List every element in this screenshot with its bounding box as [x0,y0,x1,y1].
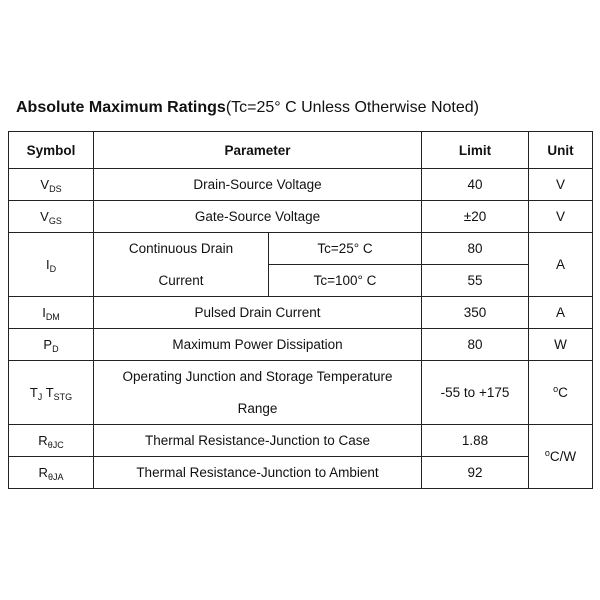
parameter-cell: Pulsed Drain Current [94,297,422,329]
symbol-cell: $P_D$ [9,329,94,361]
header-limit: Limit [422,132,529,169]
limit-cell: 92 [422,457,529,489]
unit-cell: V [529,201,593,233]
limit-cell: 40 [422,169,529,201]
table-title [16,97,479,119]
limit-cell: ±20 [422,201,529,233]
header-unit: Unit [529,132,593,169]
parameter-cell: Thermal Resistance-Junction to Case [94,425,422,457]
title-main: Absolute Maximum Ratings [16,99,226,116]
symbol-cell: $I_D$ [9,233,94,297]
parameter-cell-line1: Operating Junction and Storage Temperature [94,361,422,393]
unit-cell: $^o$C [529,361,593,425]
table-row [9,329,593,361]
symbol-cell: $R_{\theta JC}$ [9,425,94,457]
symbol-cell: $R_{\theta JA}$ [9,457,94,489]
parameter-cell: Drain-Source Voltage [94,169,422,201]
table-row [9,233,593,265]
table-row [9,297,593,329]
table-row [9,457,593,489]
table-row [9,265,593,297]
unit-cell: W [529,329,593,361]
parameter-cell: Maximum Power Dissipation [94,329,422,361]
parameter-cell: Thermal Resistance-Junction to Ambient [94,457,422,489]
limit-cell: 350 [422,297,529,329]
limit-cell: -55 to +175 [422,361,529,425]
symbol-cell: $T_J$ $T_{STG}$ [9,361,94,425]
limit-cell: 80 [422,329,529,361]
parameter-cell: Gate-Source Voltage [94,201,422,233]
unit-cell: V [529,169,593,201]
symbol-cell: $V_{GS}$ [9,201,94,233]
parameter-cell-line1: Continuous Drain [94,233,269,265]
table-row [9,201,593,233]
table-row [9,169,593,201]
absolute-maximum-ratings-table [8,131,593,489]
unit-cell: A [529,297,593,329]
parameter-cell-line2: Range [94,393,422,425]
parameter-cell-line2: Current [94,265,269,297]
limit-cell: 55 [422,265,529,297]
symbol-cell: $V_{DS}$ [9,169,94,201]
limit-cell: 1.88 [422,425,529,457]
table-header-row [9,132,593,169]
unit-cell: A [529,233,593,297]
condition-cell: Tc=25° C [269,233,422,265]
limit-cell: 80 [422,233,529,265]
condition-cell: Tc=100° C [269,265,422,297]
table-row [9,361,593,393]
header-symbol: Symbol [9,132,94,169]
title-condition: (Tc=25° C Unless Otherwise Noted) [225,99,479,116]
unit-cell: $^o$C/W [529,425,593,489]
header-parameter: Parameter [94,132,422,169]
symbol-cell: $I_{DM}$ [9,297,94,329]
table-row [9,425,593,457]
